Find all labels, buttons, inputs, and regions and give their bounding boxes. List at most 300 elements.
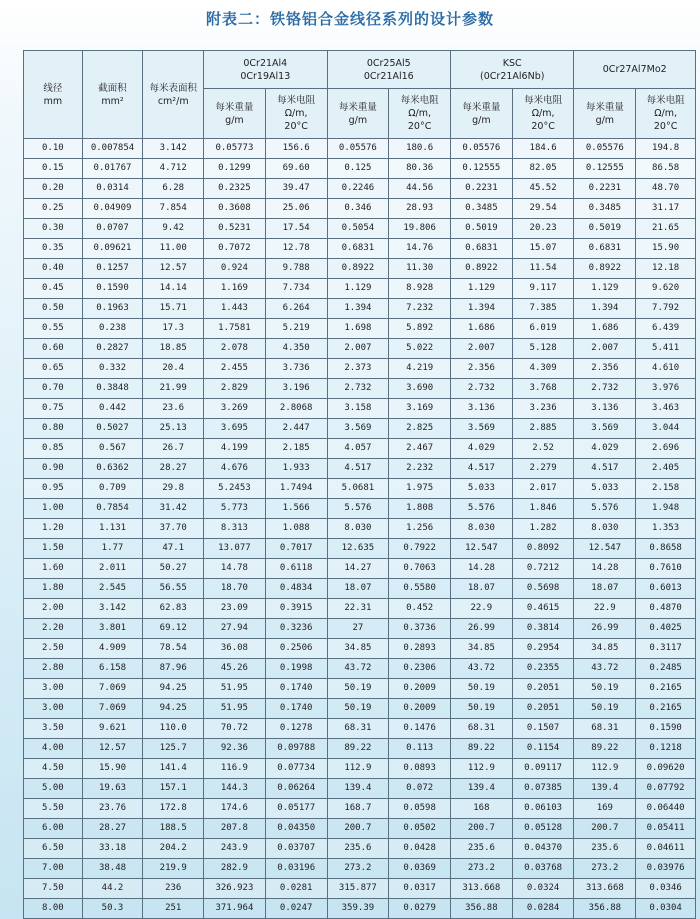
table-cell: 9.621 — [82, 719, 143, 739]
table-cell: 4.610 — [636, 359, 696, 379]
table-cell: 5.576 — [327, 499, 389, 519]
table-cell: 3.569 — [574, 419, 636, 439]
table-cell: 2.829 — [204, 379, 266, 399]
table-cell: 0.05411 — [636, 819, 696, 839]
table-cell: 6.00 — [24, 819, 83, 839]
table-row — [24, 579, 696, 599]
table-cell: 0.0428 — [389, 839, 451, 859]
table-cell: 2.185 — [265, 439, 327, 459]
table-cell: 37.70 — [143, 519, 204, 539]
table-cell: 0.03976 — [636, 859, 696, 879]
table-cell: 2.732 — [451, 379, 513, 399]
table-cell: 0.7063 — [389, 559, 451, 579]
table-cell: 0.07734 — [265, 759, 327, 779]
table-cell: 82.05 — [512, 159, 574, 179]
table-cell: 112.9 — [327, 759, 389, 779]
table-row — [24, 899, 696, 919]
table-cell: 200.7 — [327, 819, 389, 839]
table-cell: 0.1218 — [636, 739, 696, 759]
table-cell: 14.27 — [327, 559, 389, 579]
table-cell: 2.447 — [265, 419, 327, 439]
table-cell: 5.411 — [636, 339, 696, 359]
table-cell: 235.6 — [574, 839, 636, 859]
table-cell: 0.1998 — [265, 659, 327, 679]
table-cell: 8.928 — [389, 279, 451, 299]
table-cell: 0.04350 — [265, 819, 327, 839]
table-cell: 0.2051 — [512, 679, 574, 699]
table-cell: 0.0317 — [389, 879, 451, 899]
subheader-weight: 每米重量 g/m — [574, 89, 636, 139]
table-cell: 3.00 — [24, 699, 83, 719]
table-cell: 87.96 — [143, 659, 204, 679]
table-cell: 0.03768 — [512, 859, 574, 879]
table-cell: 2.696 — [636, 439, 696, 459]
table-row — [24, 539, 696, 559]
table-cell: 80.36 — [389, 159, 451, 179]
table-cell: 0.4025 — [636, 619, 696, 639]
table-cell: 27.94 — [204, 619, 266, 639]
table-cell: 3.690 — [389, 379, 451, 399]
table-cell: 34.85 — [327, 639, 389, 659]
table-cell: 0.09788 — [265, 739, 327, 759]
table-cell: 0.25 — [24, 199, 83, 219]
table-cell: 50.3 — [82, 899, 143, 919]
table-cell: 11.30 — [389, 259, 451, 279]
table-cell: 0.0314 — [82, 179, 143, 199]
table-cell: 0.06264 — [265, 779, 327, 799]
table-cell: 0.05576 — [574, 139, 636, 159]
table-cell: 116.9 — [204, 759, 266, 779]
table-cell: 47.1 — [143, 539, 204, 559]
table-cell: 1.129 — [574, 279, 636, 299]
table-cell: 0.2485 — [636, 659, 696, 679]
table-cell: 0.01767 — [82, 159, 143, 179]
table-cell: 4.00 — [24, 739, 83, 759]
table-cell: 0.1963 — [82, 299, 143, 319]
table-cell: 0.3915 — [265, 599, 327, 619]
table-cell: 50.27 — [143, 559, 204, 579]
table-cell: 7.734 — [265, 279, 327, 299]
table-cell: 3.00 — [24, 679, 83, 699]
table-cell: 7.069 — [82, 679, 143, 699]
table-cell: 359.39 — [327, 899, 389, 919]
table-cell: 18.07 — [327, 579, 389, 599]
table-cell: 0.1590 — [636, 719, 696, 739]
table-cell: 273.2 — [451, 859, 513, 879]
table-cell: 112.9 — [451, 759, 513, 779]
table-row — [24, 459, 696, 479]
table-cell: 8.313 — [204, 519, 266, 539]
table-cell: 0.80 — [24, 419, 83, 439]
table-cell: 25.06 — [265, 199, 327, 219]
table-cell: 25.13 — [143, 419, 204, 439]
table-cell: 3.236 — [512, 399, 574, 419]
table-cell: 0.6013 — [636, 579, 696, 599]
table-cell: 1.686 — [451, 319, 513, 339]
table-cell: 5.50 — [24, 799, 83, 819]
table-row — [24, 519, 696, 539]
table-cell: 200.7 — [451, 819, 513, 839]
table-cell: 28.27 — [82, 819, 143, 839]
table-row — [24, 319, 696, 339]
table-cell: 12.57 — [143, 259, 204, 279]
table-row — [24, 399, 696, 419]
table-cell: 0.03196 — [265, 859, 327, 879]
table-cell: 45.26 — [204, 659, 266, 679]
table-cell: 7.854 — [143, 199, 204, 219]
table-cell: 0.2827 — [82, 339, 143, 359]
table-cell: 12.78 — [265, 239, 327, 259]
table-cell: 2.007 — [451, 339, 513, 359]
table-cell: 39.47 — [265, 179, 327, 199]
table-cell: 282.9 — [204, 859, 266, 879]
table-row — [24, 879, 696, 899]
table-cell: 28.93 — [389, 199, 451, 219]
table-cell: 5.892 — [389, 319, 451, 339]
table-cell: 6.50 — [24, 839, 83, 859]
table-cell: 0.35 — [24, 239, 83, 259]
table-cell: 17.3 — [143, 319, 204, 339]
table-cell: 0.09117 — [512, 759, 574, 779]
table-cell: 1.60 — [24, 559, 83, 579]
table-cell: 14.28 — [451, 559, 513, 579]
table-cell: 0.70 — [24, 379, 83, 399]
table-cell: 0.125 — [327, 159, 389, 179]
table-cell: 139.4 — [574, 779, 636, 799]
table-cell: 5.022 — [389, 339, 451, 359]
table-row — [24, 419, 696, 439]
table-cell: 1.256 — [389, 519, 451, 539]
table-cell: 4.517 — [574, 459, 636, 479]
table-cell: 1.394 — [451, 299, 513, 319]
table-cell: 5.033 — [451, 479, 513, 499]
table-cell: 2.52 — [512, 439, 574, 459]
subheader-weight: 每米重量 g/m — [451, 89, 513, 139]
table-cell: 172.8 — [143, 799, 204, 819]
table-cell: 0.007854 — [82, 139, 143, 159]
table-cell: 19.806 — [389, 219, 451, 239]
table-cell: 0.30 — [24, 219, 83, 239]
table-cell: 0.60 — [24, 339, 83, 359]
table-cell: 12.57 — [82, 739, 143, 759]
table-cell: 0.0369 — [389, 859, 451, 879]
subheader-resistance: 每米电阻 Ω/m, 20°C — [512, 89, 574, 139]
table-cell: 0.1740 — [265, 699, 327, 719]
table-cell: 29.8 — [143, 479, 204, 499]
table-cell: 3.569 — [327, 419, 389, 439]
table-cell: 0.6831 — [327, 239, 389, 259]
table-cell: 69.60 — [265, 159, 327, 179]
table-cell: 273.2 — [574, 859, 636, 879]
table-cell: 2.007 — [327, 339, 389, 359]
table-cell: 3.695 — [204, 419, 266, 439]
table-cell: 144.3 — [204, 779, 266, 799]
table-cell: 7.232 — [389, 299, 451, 319]
table-cell: 0.5027 — [82, 419, 143, 439]
table-cell: 22.9 — [451, 599, 513, 619]
table-cell: 251 — [143, 899, 204, 919]
table-cell: 139.4 — [327, 779, 389, 799]
table-cell: 5.128 — [512, 339, 574, 359]
table-cell: 1.686 — [574, 319, 636, 339]
table-cell: 26.99 — [574, 619, 636, 639]
table-cell: 2.885 — [512, 419, 574, 439]
table-cell: 34.85 — [574, 639, 636, 659]
table-cell: 0.6118 — [265, 559, 327, 579]
table-cell: 15.07 — [512, 239, 574, 259]
subheader-weight: 每米重量 g/m — [204, 89, 266, 139]
table-cell: 14.78 — [204, 559, 266, 579]
table-cell: 12.547 — [451, 539, 513, 559]
table-cell: 1.698 — [327, 319, 389, 339]
table-cell: 0.1740 — [265, 679, 327, 699]
table-cell: 5.2453 — [204, 479, 266, 499]
table-cell: 1.129 — [327, 279, 389, 299]
table-cell: 43.72 — [327, 659, 389, 679]
table-cell: 180.6 — [389, 139, 451, 159]
table-cell: 1.088 — [265, 519, 327, 539]
table-cell: 3.50 — [24, 719, 83, 739]
header-alloy-3: KSC (0Cr21Al6Nb) — [451, 51, 574, 89]
table-cell: 45.52 — [512, 179, 574, 199]
table-row — [24, 679, 696, 699]
table-cell: 0.2165 — [636, 699, 696, 719]
table-cell: 6.264 — [265, 299, 327, 319]
table-cell: 2.455 — [204, 359, 266, 379]
table-cell: 0.5019 — [574, 219, 636, 239]
table-row — [24, 859, 696, 879]
table-cell: 141.4 — [143, 759, 204, 779]
header-alloy-4: 0Cr27Al7Mo2 — [574, 51, 696, 89]
table-row — [24, 299, 696, 319]
table-cell: 0.04909 — [82, 199, 143, 219]
table-cell: 0.12555 — [574, 159, 636, 179]
table-cell: 0.5054 — [327, 219, 389, 239]
table-cell: 0.09620 — [636, 759, 696, 779]
table-cell: 0.10 — [24, 139, 83, 159]
table-cell: 1.00 — [24, 499, 83, 519]
table-cell: 168.7 — [327, 799, 389, 819]
table-cell: 1.394 — [327, 299, 389, 319]
table-row — [24, 499, 696, 519]
table-cell: 9.620 — [636, 279, 696, 299]
table-cell: 0.8922 — [451, 259, 513, 279]
table-cell: 29.54 — [512, 199, 574, 219]
table-cell: 3.158 — [327, 399, 389, 419]
table-cell: 188.5 — [143, 819, 204, 839]
table-cell: 48.70 — [636, 179, 696, 199]
table-cell: 0.1257 — [82, 259, 143, 279]
table-cell: 0.5019 — [451, 219, 513, 239]
subheader-resistance: 每米电阻 Ω/m, 20°C — [389, 89, 451, 139]
table-cell: 5.773 — [204, 499, 266, 519]
table-cell: 0.452 — [389, 599, 451, 619]
table-row — [24, 819, 696, 839]
table-cell: 0.07792 — [636, 779, 696, 799]
table-cell: 50.19 — [574, 699, 636, 719]
table-cell: 0.03707 — [265, 839, 327, 859]
table-row — [24, 779, 696, 799]
table-cell: 33.18 — [82, 839, 143, 859]
table-cell: 1.948 — [636, 499, 696, 519]
table-cell: 0.55 — [24, 319, 83, 339]
table-cell: 4.199 — [204, 439, 266, 459]
table-cell: 8.030 — [451, 519, 513, 539]
table-cell: 0.238 — [82, 319, 143, 339]
table-cell: 0.2009 — [389, 699, 451, 719]
table-cell: 1.808 — [389, 499, 451, 519]
table-cell: 2.732 — [574, 379, 636, 399]
table-cell: 0.06103 — [512, 799, 574, 819]
table-row — [24, 379, 696, 399]
table-cell: 207.8 — [204, 819, 266, 839]
table-cell: 1.975 — [389, 479, 451, 499]
table-cell: 43.72 — [574, 659, 636, 679]
table-cell: 89.22 — [327, 739, 389, 759]
table-cell: 0.0707 — [82, 219, 143, 239]
table-cell: 0.1590 — [82, 279, 143, 299]
table-row — [24, 239, 696, 259]
table-cell: 0.0281 — [265, 879, 327, 899]
table-row — [24, 439, 696, 459]
table-cell: 2.232 — [389, 459, 451, 479]
table-cell: 62.83 — [143, 599, 204, 619]
table-cell: 3.269 — [204, 399, 266, 419]
table-cell: 7.792 — [636, 299, 696, 319]
table-row — [24, 159, 696, 179]
table-cell: 0.50 — [24, 299, 83, 319]
table-row — [24, 639, 696, 659]
table-cell: 0.442 — [82, 399, 143, 419]
table-cell: 125.7 — [143, 739, 204, 759]
table-cell: 31.17 — [636, 199, 696, 219]
table-cell: 4.517 — [327, 459, 389, 479]
table-cell: 7.00 — [24, 859, 83, 879]
table-cell: 4.029 — [574, 439, 636, 459]
table-cell: 194.8 — [636, 139, 696, 159]
table-cell: 1.20 — [24, 519, 83, 539]
table-cell: 0.8922 — [327, 259, 389, 279]
table-cell: 2.158 — [636, 479, 696, 499]
table-cell: 50.19 — [574, 679, 636, 699]
table-cell: 0.0502 — [389, 819, 451, 839]
table-cell: 0.1299 — [204, 159, 266, 179]
table-cell: 69.12 — [143, 619, 204, 639]
table-cell: 0.2893 — [389, 639, 451, 659]
table-cell: 0.346 — [327, 199, 389, 219]
table-cell: 273.2 — [327, 859, 389, 879]
table-cell: 0.2051 — [512, 699, 574, 719]
table-row — [24, 199, 696, 219]
table-cell: 4.219 — [389, 359, 451, 379]
table-cell: 27 — [327, 619, 389, 639]
table-cell: 4.309 — [512, 359, 574, 379]
table-cell: 235.6 — [327, 839, 389, 859]
table-cell: 0.85 — [24, 439, 83, 459]
table-cell: 43.72 — [451, 659, 513, 679]
table-cell: 2.00 — [24, 599, 83, 619]
table-cell: 0.8092 — [512, 539, 574, 559]
table-cell: 68.31 — [574, 719, 636, 739]
table-cell: 8.00 — [24, 899, 83, 919]
table-cell: 0.40 — [24, 259, 83, 279]
table-cell: 0.3608 — [204, 199, 266, 219]
table-cell: 0.332 — [82, 359, 143, 379]
table-cell: 0.6831 — [451, 239, 513, 259]
table-cell: 2.011 — [82, 559, 143, 579]
table-cell: 1.7581 — [204, 319, 266, 339]
table-cell: 0.113 — [389, 739, 451, 759]
table-cell: 7.385 — [512, 299, 574, 319]
subheader-resistance: 每米电阻 Ω/m, 20°C — [265, 89, 327, 139]
table-cell: 23.09 — [204, 599, 266, 619]
table-cell: 0.0304 — [636, 899, 696, 919]
table-cell: 0.15 — [24, 159, 83, 179]
table-cell: 9.788 — [265, 259, 327, 279]
table-cell: 0.5231 — [204, 219, 266, 239]
table-cell: 9.117 — [512, 279, 574, 299]
table-cell: 0.09621 — [82, 239, 143, 259]
table-cell: 2.405 — [636, 459, 696, 479]
table-cell: 1.7494 — [265, 479, 327, 499]
table-cell: 0.3236 — [265, 619, 327, 639]
table-cell: 156.6 — [265, 139, 327, 159]
table-cell: 4.909 — [82, 639, 143, 659]
table-cell: 50.19 — [327, 679, 389, 699]
table-cell: 1.50 — [24, 539, 83, 559]
table-cell: 3.976 — [636, 379, 696, 399]
table-cell: 2.8068 — [265, 399, 327, 419]
table-cell: 0.0279 — [389, 899, 451, 919]
table-cell: 51.95 — [204, 679, 266, 699]
table-cell: 0.2306 — [389, 659, 451, 679]
table-cell: 0.20 — [24, 179, 83, 199]
table-row — [24, 699, 696, 719]
table-cell: 8.030 — [574, 519, 636, 539]
table-cell: 3.569 — [451, 419, 513, 439]
table-cell: 3.768 — [512, 379, 574, 399]
table-cell: 0.6831 — [574, 239, 636, 259]
table-cell: 2.80 — [24, 659, 83, 679]
table-cell: 11.54 — [512, 259, 574, 279]
table-cell: 4.350 — [265, 339, 327, 359]
table-cell: 174.6 — [204, 799, 266, 819]
table-cell: 2.467 — [389, 439, 451, 459]
table-cell: 356.88 — [574, 899, 636, 919]
table-cell: 0.709 — [82, 479, 143, 499]
subheader-resistance: 每米电阻 Ω/m, 20°C — [636, 89, 696, 139]
table-cell: 86.58 — [636, 159, 696, 179]
table-cell: 4.50 — [24, 759, 83, 779]
table-cell: 94.25 — [143, 679, 204, 699]
table-cell: 139.4 — [451, 779, 513, 799]
table-cell: 5.00 — [24, 779, 83, 799]
table-cell: 2.20 — [24, 619, 83, 639]
table-cell: 18.85 — [143, 339, 204, 359]
table-cell: 11.00 — [143, 239, 204, 259]
table-cell: 12.18 — [636, 259, 696, 279]
table-cell: 18.70 — [204, 579, 266, 599]
table-cell: 0.0247 — [265, 899, 327, 919]
header-diameter: 线径 mm — [24, 51, 83, 139]
table-cell: 0.2355 — [512, 659, 574, 679]
table-cell: 0.05128 — [512, 819, 574, 839]
table-cell: 1.566 — [265, 499, 327, 519]
table-cell: 70.72 — [204, 719, 266, 739]
table-cell: 0.05576 — [451, 139, 513, 159]
table-cell: 68.31 — [327, 719, 389, 739]
table-cell: 78.54 — [143, 639, 204, 659]
